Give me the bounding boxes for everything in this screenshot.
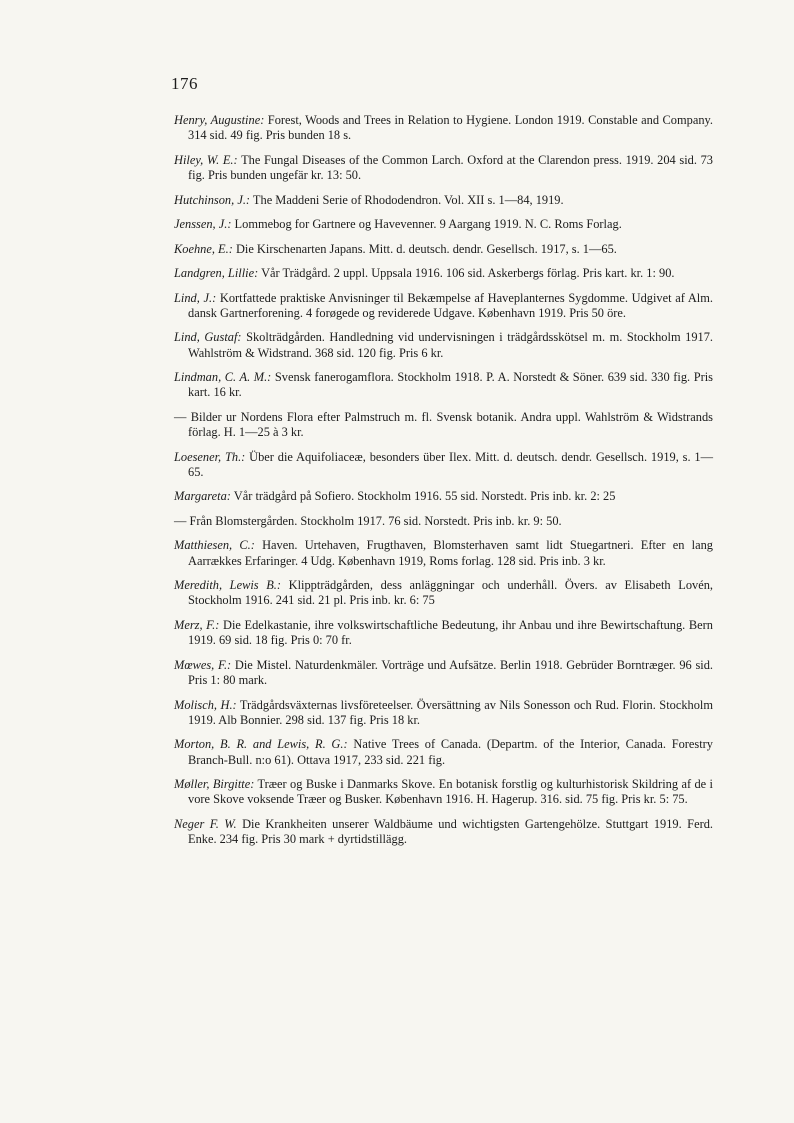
entry-author: Henry, Augustine: bbox=[174, 113, 265, 127]
bibliography-list bbox=[174, 113, 713, 857]
entry-author: Meredith, Lewis B.: bbox=[174, 578, 282, 593]
entry-text: Vår trädgård på Sofiero. Stockholm 1916. 55 sid. Norstedt. Pris inb. kr. 2: 25 bbox=[230, 489, 616, 504]
bibliography-entry bbox=[174, 737, 713, 768]
entry-author: Lindman, C. A. M.: bbox=[174, 370, 272, 385]
entry-author: Lind, J.: bbox=[174, 290, 217, 305]
entry-text: Træer og Buske i Danmarks Skove. En botanisk forstlig og kulturhistorisk Skildring af de i vore Skove voksende Træer og Busker. København 1916. H. Hagerup. 316. sid. 75 fig. Pris kr. 5: 75. bbox=[188, 777, 713, 807]
bibliography-entry bbox=[174, 330, 713, 361]
bibliography-entry bbox=[174, 777, 713, 808]
bibliography-entry bbox=[174, 817, 713, 848]
entry-author: Matthiesen, C.: bbox=[174, 538, 255, 553]
entry-author: Merz, F.: bbox=[174, 617, 220, 632]
page-number: 176 bbox=[171, 74, 198, 93]
entry-text: Kortfattede praktiske Anvisninger til Bekæmpelse af Haveplanternes Sygdomme. Udgivet af Alm. dansk Gartnerforening. 4 forøgede og reviderede Udgave. København 1919. Pris 50 öre. bbox=[188, 290, 713, 320]
bibliography-entry bbox=[174, 450, 713, 481]
entry-author: Mœwes, F.: bbox=[174, 657, 232, 672]
entry-text: Skolträdgården. Handledning vid undervisningen i trädgårdsskötsel m. m. Stockholm 1917. Wahlström & Widstrand. 368 sid. 120 fig. Pris 6 kr. bbox=[188, 330, 714, 360]
entry-author: Loesener, Th.: bbox=[174, 449, 246, 464]
entry-text: Lommebog for Gartnere og Havevenner. 9 Aargang 1919. N. C. Roms Forlag. bbox=[231, 217, 622, 232]
entry-text: The Fungal Diseases of the Common Larch. Oxford at the Clarendon press. 1919. 204 sid. 73 fig. Pris bunden ungefär kr. 13: 50. bbox=[188, 152, 714, 183]
entry-text: Über die Aquifoliaceæ, besonders über Ilex. Mitt. d. deutsch. dendr. Gesellsch. 1919, s. 1—65. bbox=[188, 449, 713, 479]
bibliography-entry bbox=[174, 538, 713, 569]
entry-text: Trädgårdsväxternas livsföreteelser. Översättning av Nils Sonesson och Rud. Florin. Stockholm 1919. Alb Bonnier. 298 sid. 137 fig. Pris 18 kr. bbox=[188, 697, 713, 727]
bibliography-entry bbox=[174, 193, 713, 208]
entry-author: Morton, B. R. and Lewis, R. G.: bbox=[174, 737, 348, 752]
entry-text: Svensk fanerogamflora. Stockholm 1918. P. A. Norstedt & Söner. 639 sid. 330 fig. Pris kart. 16 kr. bbox=[188, 370, 713, 400]
entry-text: Die Edelkastanie, ihre volkswirtschaftliche Bedeutung, ihr Anbau und ihre Bewirtschaftung. Bern 1919. 69 sid. 18 fig. Pris 0: 70 fr. bbox=[188, 617, 713, 648]
bibliography-entry bbox=[174, 410, 713, 441]
entry-text: Haven. Urtehaven, Frugthaven, Blomsterhaven samt lidt Stuegartneri. Efter en lang Aarrækkes Erfaringer. 4 Udg. København 1919, Roms forlag. 128 sid. Pris inb. 3 kr. bbox=[188, 538, 713, 568]
entry-text: Forest, Woods and Trees in Relation to Hygiene. London 1919. Constable and Company. 314 sid. 49 fig. Pris bunden 18 s. bbox=[188, 113, 714, 143]
entry-author: Hiley, W. E.: bbox=[174, 152, 238, 167]
bibliography-entry bbox=[174, 578, 713, 609]
entry-author: Jenssen, J.: bbox=[174, 217, 232, 232]
entry-text: The Maddeni Serie of Rhododendron. Vol. XII s. 1—84, 1919. bbox=[250, 192, 564, 207]
bibliography-entry bbox=[174, 217, 713, 232]
bibliography-entry bbox=[174, 113, 713, 144]
entry-text: Die Mistel. Naturdenkmäler. Vorträge und Aufsätze. Berlin 1918. Gebrüder Borntræger. 96 sid. Pris 1: 80 mark. bbox=[188, 657, 714, 688]
entry-text: — Från Blomstergården. Stockholm 1917. 76 sid. Norstedt. Pris inb. kr. 9: 50. bbox=[174, 513, 562, 528]
bibliography-entry bbox=[174, 618, 713, 649]
entry-author: Lind, Gustaf: bbox=[174, 330, 242, 345]
bibliography-entry bbox=[174, 153, 713, 184]
bibliography-entry bbox=[174, 698, 713, 729]
entry-text: Die Kirschenarten Japans. Mitt. d. deutsch. dendr. Gesellsch. 1917, s. 1—65. bbox=[232, 241, 617, 256]
entry-author: Hutchinson, J.: bbox=[174, 192, 251, 207]
bibliography-entry bbox=[174, 658, 713, 689]
entry-author: Neger F. W. bbox=[174, 816, 237, 831]
entry-author: Koehne, E.: bbox=[174, 241, 233, 256]
entry-text: Vår Trädgård. 2 uppl. Uppsala 1916. 106 sid. Askerbergs förlag. Pris kart. kr. 1: 90. bbox=[258, 266, 675, 281]
entry-text: Die Krankheiten unserer Waldbäume und wichtigsten Gartengehölze. Stuttgart 1919. Ferd. Enke. 234 fig. Pris 30 mark + dyrtidstillägg. bbox=[188, 816, 713, 847]
entry-author: Margareta: bbox=[174, 489, 231, 504]
entry-author: Molisch, H.: bbox=[174, 697, 237, 712]
entry-text: Native Trees of Canada. (Departm. of the Interior, Canada. Forestry Branch-Bull. n:o 61). Ottava 1917, 233 sid. 221 fig. bbox=[188, 737, 713, 767]
bibliography-entry bbox=[174, 266, 713, 281]
entry-text: — Bilder ur Nordens Flora efter Palmstruch m. fl. Svensk botanik. Andra uppl. Wahlström & Widstrands förlag. H. 1—25 à 3 kr. bbox=[174, 409, 713, 440]
entry-author: Møller, Birgitte: bbox=[174, 777, 255, 792]
bibliography-entry bbox=[174, 242, 713, 257]
entry-author: Landgren, Lillie: bbox=[174, 266, 259, 281]
bibliography-entry bbox=[174, 291, 713, 322]
bibliography-entry bbox=[174, 489, 713, 504]
bibliography-entry bbox=[174, 514, 713, 529]
bibliography-entry bbox=[174, 370, 713, 401]
entry-text: Klippträdgården, dess anläggningar och underhåll. Övers. av Elisabeth Lovén, Stockholm 1916. 241 sid. 21 pl. Pris inb. kr. 6: 75 bbox=[188, 578, 714, 608]
